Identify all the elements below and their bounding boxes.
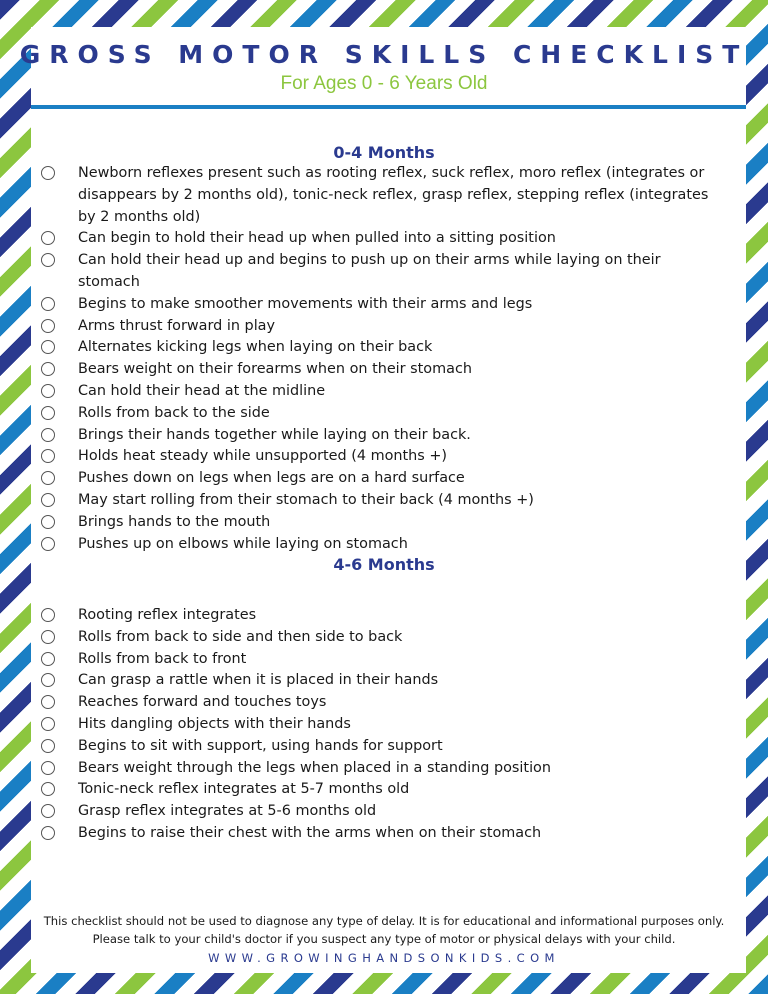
page-subtitle: For Ages 0 - 6 Years Old — [280, 73, 488, 94]
checklist-item-text: May start rolling from their stomach to their back (4 months +) — [78, 491, 534, 508]
checklist-item — [0, 670, 723, 692]
checklist-item — [0, 605, 723, 627]
checklist-item — [0, 228, 723, 250]
checklist-item-text: Bears weight through the legs when placed in a standing position — [78, 759, 551, 776]
checklist-item — [0, 801, 723, 823]
checkbox-circle[interactable] — [41, 297, 55, 311]
checklist-item — [0, 534, 723, 556]
checklist-item-text: Grasp reflex integrates at 5-6 months old — [78, 803, 377, 820]
checklist-item-text: Alternates kicking legs when laying on their back — [78, 339, 433, 356]
checklist-item-text: Rolls from back to front — [78, 650, 247, 667]
checklist-item — [0, 446, 723, 468]
checkbox-circle[interactable] — [41, 449, 55, 463]
disclaimer-line-2: Please talk to your child's doctor if you suspect any type of motor or physical delays with your child. — [92, 932, 676, 946]
checkbox-circle[interactable] — [41, 231, 55, 245]
checklist-item-text: Brings their hands together while laying on their back. — [78, 426, 471, 443]
checkbox-circle[interactable] — [41, 428, 55, 442]
checkbox-circle[interactable] — [41, 340, 55, 354]
disclaimer — [0, 912, 768, 948]
checklist-item-text: Hits dangling objects with their hands — [78, 715, 351, 732]
checklist-item-text: Begins to sit with support, using hands for support — [78, 737, 443, 754]
checklist-item-text: Can grasp a rattle when it is placed in their hands — [78, 672, 439, 689]
checkbox-circle[interactable] — [41, 471, 55, 485]
checklist-item — [0, 359, 723, 381]
checkbox-circle[interactable] — [41, 515, 55, 529]
checklist-item-text: Bears weight on their forearms when on their stomach — [78, 361, 472, 378]
checklist-4-6-months — [0, 605, 723, 845]
checklist-item — [0, 736, 723, 758]
checklist-item-text: Begins to raise their chest with the arms when on their stomach — [78, 824, 542, 841]
checklist-item-text: Begins to make smoother movements with their arms and legs — [78, 295, 533, 312]
checklist-item — [0, 403, 723, 425]
checklist-item — [0, 425, 723, 447]
checkbox-circle[interactable] — [41, 493, 55, 507]
checkbox-circle[interactable] — [41, 253, 55, 267]
checklist-item — [0, 779, 723, 801]
checklist-item — [0, 490, 723, 512]
checkbox-circle[interactable] — [41, 804, 55, 818]
header-divider — [31, 105, 746, 109]
checkbox-circle[interactable] — [41, 630, 55, 644]
checkbox-circle[interactable] — [41, 761, 55, 775]
checklist-item-text: Pushes down on legs when legs are on a hard surface — [78, 470, 465, 487]
checklist-item — [0, 714, 723, 736]
checkbox-circle[interactable] — [41, 406, 55, 420]
checklist-item — [0, 627, 723, 649]
checklist-item — [0, 823, 723, 845]
checkbox-circle[interactable] — [41, 739, 55, 753]
checkbox-circle[interactable] — [41, 782, 55, 796]
checklist-item — [0, 468, 723, 490]
checklist-item-text: Can hold their head at the midline — [78, 382, 326, 399]
checklist-item-text: Tonic-neck reflex integrates at 5-7 months old — [78, 781, 410, 798]
checkbox-circle[interactable] — [41, 652, 55, 666]
checklist-item-text: Rolls from back to side and then side to back — [78, 628, 403, 645]
checkbox-circle[interactable] — [41, 673, 55, 687]
checklist-item — [0, 337, 723, 359]
checklist-item — [0, 250, 723, 294]
page-title: GROSS MOTOR SKILLS CHECKLIST — [19, 40, 749, 69]
checklist-item-text: Pushes up on elbows while laying on stomach — [78, 535, 408, 552]
checkbox-circle[interactable] — [41, 362, 55, 376]
checklist-item-text: Can hold their head up and begins to push up on their arms while laying on their stomach — [78, 252, 661, 290]
checklist-item-text: Can begin to hold their head up when pulled into a sitting position — [78, 230, 556, 247]
checkbox-circle[interactable] — [41, 608, 55, 622]
checklist-item — [0, 294, 723, 316]
checklist-item — [0, 163, 723, 228]
checkbox-circle[interactable] — [41, 826, 55, 840]
checklist-item — [0, 381, 723, 403]
section-heading-0-4-months: 0-4 Months — [333, 143, 435, 162]
section-heading-4-6-months: 4-6 Months — [333, 555, 435, 574]
checkbox-circle[interactable] — [41, 384, 55, 398]
checkbox-circle[interactable] — [41, 717, 55, 731]
disclaimer-line-1: This checklist should not be used to diagnose any type of delay. It is for educational and informational purposes only. — [43, 914, 725, 928]
checklist-item-text: Reaches forward and touches toys — [78, 694, 327, 711]
checklist-item — [0, 758, 723, 780]
checkbox-circle[interactable] — [41, 319, 55, 333]
website-link[interactable]: WWW.GROWINGHANDSONKIDS.COM — [208, 951, 560, 965]
checklist-item-text: Arms thrust forward in play — [78, 317, 276, 334]
checkbox-circle[interactable] — [41, 695, 55, 709]
checkbox-circle[interactable] — [41, 166, 55, 180]
checklist-item-text: Newborn reflexes present such as rooting reflex, suck reflex, moro reflex (integrates or disappears by 2 months old), tonic-neck reflex, grasp reflex, stepping reflex (integrates by 2 months old) — [78, 165, 709, 225]
checkbox-circle[interactable] — [41, 537, 55, 551]
checklist-item — [0, 316, 723, 338]
checklist-0-4-months — [0, 163, 723, 555]
checklist-item-text: Rolls from back to the side — [78, 404, 270, 421]
checklist-item-text: Holds heat steady while unsupported (4 months +) — [78, 448, 448, 465]
checklist-item-text: Brings hands to the mouth — [78, 513, 271, 530]
checklist-item — [0, 649, 723, 671]
checklist-item-text: Rooting reflex integrates — [78, 607, 257, 623]
checklist-item — [0, 512, 723, 534]
checklist-item — [0, 692, 723, 714]
